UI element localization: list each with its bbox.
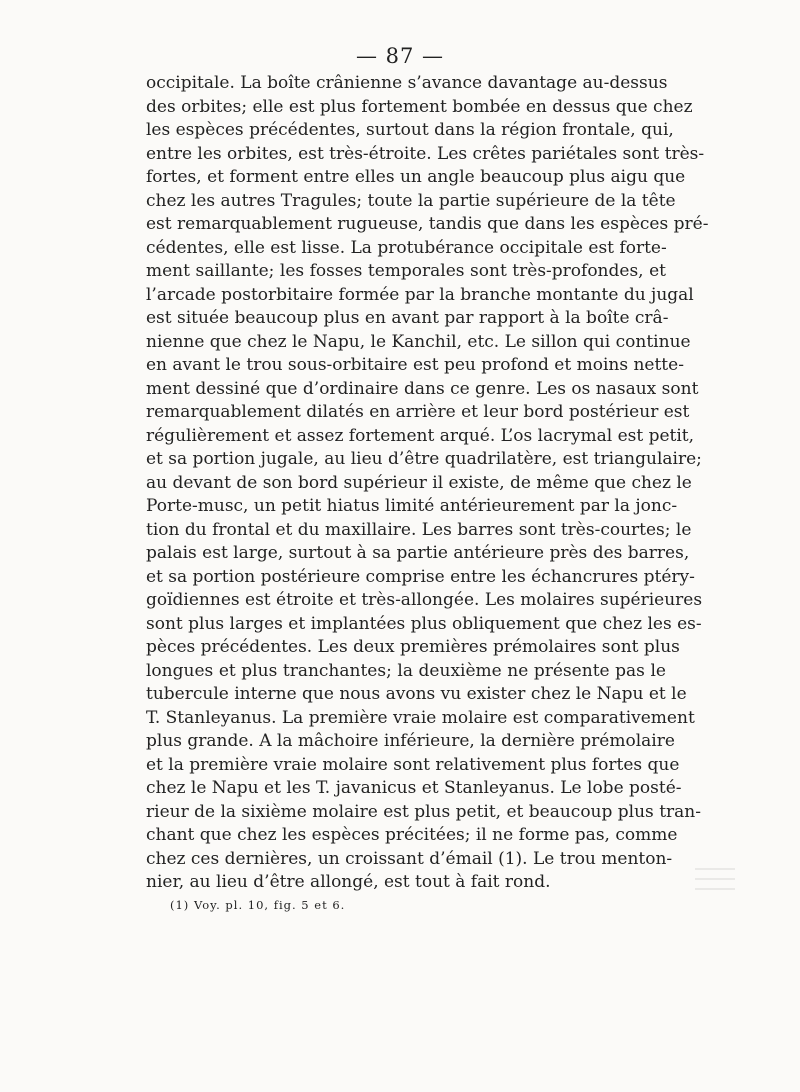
text-line: longues et plus tranchantes; la deuxième ne présente pas le	[146, 660, 666, 681]
text-line: cédentes, elle est lisse. La protubérance occipitale est forte-	[146, 237, 667, 258]
text-line: chez les autres Tragules; toute la partie supérieure de la tête	[146, 190, 676, 211]
text-line: nienne que chez le Napu, le Kanchil, etc. Le sillon qui continue	[146, 331, 691, 352]
text-line: entre les orbites, est très-étroite. Les crêtes pariétales sont très-	[146, 143, 705, 164]
text-line: goïdiennes est étroite et très-allongée. Les molaires supérieures	[146, 590, 703, 610]
text-line: plus grande. A la mâchoire inférieure, la dernière prémolaire	[146, 731, 675, 751]
text-line: remarquablement dilatés en arrière et leur bord postérieur est	[146, 402, 690, 422]
text-line: palais est large, surtout à sa partie antérieure près des barres,	[146, 543, 690, 563]
text-line: est remarquablement rugueuse, tandis que dans les espèces pré-	[146, 214, 709, 234]
text-line: tion du frontal et du maxillaire. Les barres sont très-courtes; le	[146, 519, 692, 540]
text-line: nier, au lieu d’être allongé, est tout à fait rond.	[146, 872, 551, 892]
text-line: les espèces précédentes, surtout dans la région frontale, qui,	[146, 120, 674, 140]
text-line: T. Stanleyanus. La première vraie molaire est comparativement	[146, 707, 695, 728]
text-line: ment saillante; les fosses temporales sont très-profondes, et	[146, 261, 666, 281]
text-line: en avant le trou sous-orbitaire est peu profond et moins nette-	[146, 355, 684, 375]
text-line: Porte-musc, un petit hiatus limité antérieurement par la jonc-	[146, 496, 678, 516]
text-line: pèces précédentes. Les deux premières prémolaires sont plus	[146, 637, 680, 657]
bleed-through-mark	[695, 868, 735, 906]
text-line: et sa portion jugale, au lieu d’être quadrilatère, est triangulaire;	[146, 449, 702, 469]
text-line: chez ces dernières, un croissant d’émail (1). Le trou menton-	[146, 848, 673, 869]
text-line: fortes, et forment entre elles un angle beaucoup plus aigu que	[146, 167, 686, 187]
text-line: chez le Napu et les T. javanicus et Stanleyanus. Le lobe posté-	[146, 778, 682, 798]
body-paragraph	[146, 72, 709, 895]
text-line: régulièrement et assez fortement arqué. L’os lacrymal est petit,	[146, 425, 695, 446]
text-line: et la première vraie molaire sont relativement plus fortes que	[146, 754, 680, 775]
text-line: des orbites; elle est plus fortement bombée en dessus que chez	[146, 96, 693, 117]
text-line: l’arcade postorbitaire formée par la branche montante du jugal	[146, 284, 694, 305]
text-line: rieur de la sixième molaire est plus petit, et beaucoup plus tran-	[146, 801, 701, 822]
text-line: chant que chez les espèces précitées; il ne forme pas, comme	[146, 825, 678, 845]
text-line: et sa portion postérieure comprise entre les échancrures ptéry-	[146, 566, 695, 587]
footnote: (1) Voy. pl. 10, fig. 5 et 6.	[170, 898, 346, 912]
text-line: au devant de son bord supérieur il existe, de même que chez le	[146, 472, 692, 493]
text-line: occipitale. La boîte crânienne s’avance davantage au-dessus	[146, 73, 668, 93]
text-line: tubercule interne que nous avons vu exister chez le Napu et le	[146, 684, 687, 704]
text-line: ment dessiné que d’ordinaire dans ce genre. Les os nasaux sont	[146, 378, 699, 399]
page-number: — 87 —	[355, 44, 445, 68]
text-line: est située beaucoup plus en avant par rapport à la boîte crâ-	[146, 308, 669, 328]
text-line: sont plus larges et implantées plus obliquement que chez les es-	[146, 613, 702, 634]
